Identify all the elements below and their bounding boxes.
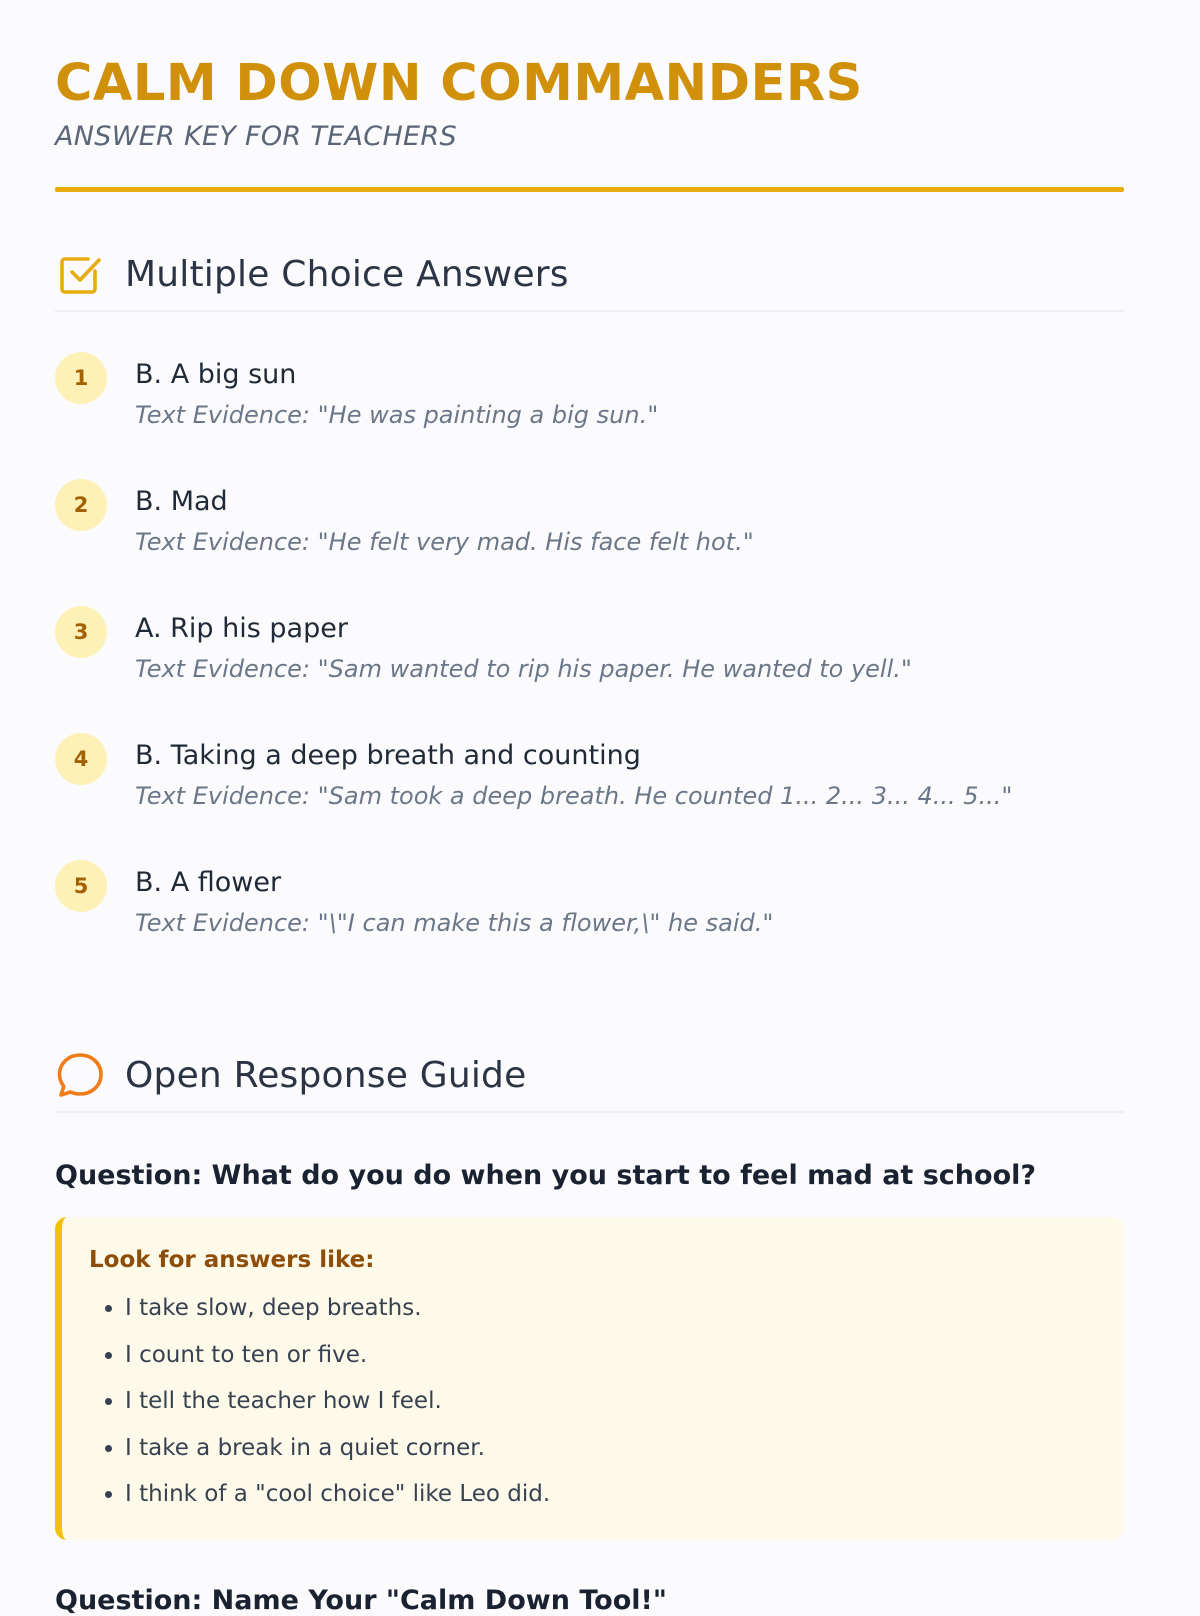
page-title: CALM DOWN COMMANDERS bbox=[55, 54, 863, 113]
mc-answer-item bbox=[55, 604, 1124, 731]
mc-answer-item bbox=[55, 477, 1124, 604]
answer-text: B. Mad bbox=[135, 486, 228, 517]
multiple-choice-heading: Multiple Choice Answers bbox=[125, 253, 569, 295]
open-response-heading: Open Response Guide bbox=[125, 1054, 527, 1096]
sample-answer: • I take slow, deep breaths. bbox=[125, 1285, 1094, 1332]
guide-label: Look for answers like: bbox=[89, 1247, 375, 1273]
open-response-question: Question: What do you do when you start to feel mad at school? bbox=[55, 1160, 1037, 1191]
question-number-badge: 4 bbox=[55, 733, 107, 785]
chat-bubble-icon bbox=[55, 1050, 105, 1100]
mc-answer-item bbox=[55, 858, 1124, 985]
text-evidence: Text Evidence: "Sam wanted to rip his paper. He wanted to yell." bbox=[135, 655, 912, 683]
question-number-badge: 3 bbox=[55, 606, 107, 658]
sample-answer: • I tell the teacher how I feel. bbox=[125, 1378, 1094, 1425]
answer-guide-box bbox=[55, 1217, 1124, 1540]
text-evidence: Text Evidence: "He felt very mad. His face felt hot." bbox=[135, 528, 754, 556]
sample-answer: • I think of a "cool choice" like Leo did. bbox=[125, 1471, 1094, 1518]
answer-text: B. Taking a deep breath and counting bbox=[135, 740, 641, 771]
answer-text: B. A flower bbox=[135, 867, 282, 898]
next-question-cutoff: Question: Name Your "Calm Down Tool!" bbox=[55, 1585, 667, 1616]
answer-text: A. Rip his paper bbox=[135, 613, 348, 644]
question-number-badge: 5 bbox=[55, 860, 107, 912]
checkbox-icon bbox=[55, 249, 105, 299]
text-evidence: Text Evidence: "\"I can make this a flower,\" he said." bbox=[135, 909, 774, 937]
question-number-badge: 1 bbox=[55, 352, 107, 404]
mc-answer-item bbox=[55, 350, 1124, 477]
header-divider bbox=[55, 187, 1124, 192]
sample-answer: • I count to ten or five. bbox=[125, 1332, 1094, 1379]
mc-answer-item bbox=[55, 731, 1124, 858]
answer-text: B. A big sun bbox=[135, 359, 297, 390]
multiple-choice-list bbox=[55, 350, 1124, 985]
question-number-badge: 2 bbox=[55, 479, 107, 531]
page-subtitle: ANSWER KEY FOR TEACHERS bbox=[55, 121, 457, 152]
text-evidence: Text Evidence: "He was painting a big sun." bbox=[135, 401, 659, 429]
open-response-header bbox=[55, 1039, 1124, 1113]
sample-answer: • I take a break in a quiet corner. bbox=[125, 1425, 1094, 1472]
multiple-choice-header bbox=[55, 238, 1124, 312]
sample-answers-list bbox=[89, 1285, 1094, 1518]
text-evidence: Text Evidence: "Sam took a deep breath. He counted 1... 2... 3... 4... 5..." bbox=[135, 782, 1013, 810]
